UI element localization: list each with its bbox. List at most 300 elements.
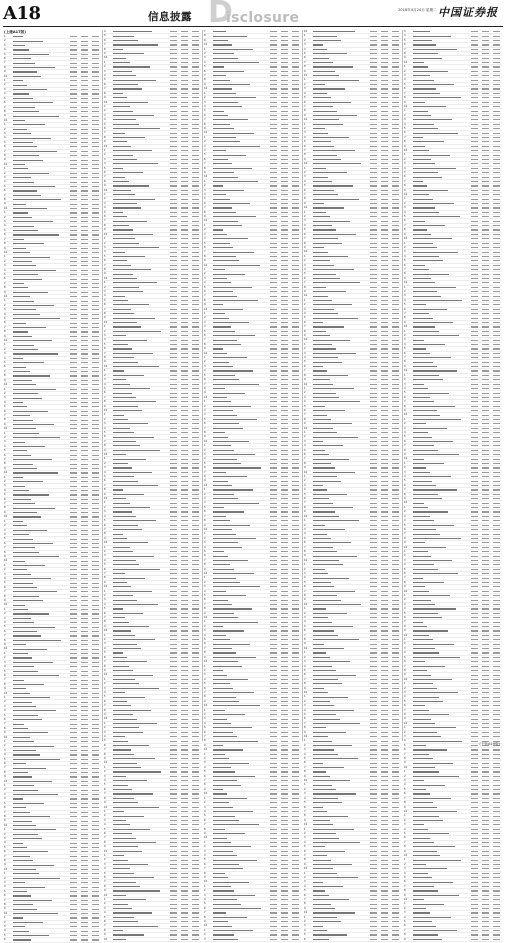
row-value-placeholder [390, 806, 401, 809]
row-value-placeholder [390, 682, 401, 685]
row-value-placeholder [268, 422, 279, 425]
row-code: 10 [304, 735, 308, 738]
row-code: 5 [4, 272, 6, 276]
row-value-placeholder [90, 476, 101, 479]
row-value-placeholder [279, 202, 290, 205]
row-code: 4 [4, 576, 6, 580]
row-value-placeholder [368, 374, 379, 377]
row-value-placeholder [90, 824, 101, 827]
row-value-placeholder [179, 224, 190, 227]
row-name-placeholder [113, 123, 168, 126]
row-value-placeholder [190, 475, 201, 478]
row-value-placeholder [379, 431, 390, 434]
row-name-placeholder [113, 219, 168, 222]
row-name-placeholder [213, 669, 268, 672]
row-value-placeholder [290, 43, 301, 46]
row-value-placeholder [368, 739, 379, 742]
row-name-placeholder [13, 277, 68, 280]
row-code: 7 [204, 470, 206, 474]
row-code: 6 [104, 611, 106, 615]
row-name-placeholder [13, 912, 68, 915]
row-code: 2 [4, 435, 6, 439]
row-value-placeholder [268, 453, 279, 456]
row-value-placeholder [290, 30, 301, 33]
row-name-placeholder [313, 343, 368, 346]
row-value-placeholder [379, 259, 390, 262]
row-code: 4 [204, 193, 206, 197]
row-code: 2 [204, 448, 206, 452]
row-value-placeholder [190, 303, 201, 306]
row-name-placeholder [313, 801, 368, 804]
row-value-placeholder [79, 766, 90, 769]
row-name-placeholder [113, 74, 168, 77]
row-value-placeholder [168, 365, 179, 368]
row-code: 2 [4, 700, 6, 704]
row-code: 8 [204, 563, 206, 567]
row-name-placeholder [413, 34, 469, 37]
row-value-placeholder [290, 184, 301, 187]
row-name-placeholder [313, 907, 368, 910]
row-value-placeholder [390, 43, 401, 46]
row-value-placeholder [390, 105, 401, 108]
row-value-placeholder [79, 586, 90, 589]
row-value-placeholder [79, 145, 90, 148]
row-value-placeholder [290, 312, 301, 315]
row-name-placeholder [313, 783, 368, 786]
row-code: 10 [104, 320, 108, 324]
row-code: 6 [204, 378, 206, 382]
row-value-placeholder [290, 471, 301, 474]
row-value-placeholder [68, 277, 79, 280]
row-value-placeholder [68, 612, 79, 615]
row-name-placeholder [113, 603, 168, 606]
row-name-placeholder [213, 700, 268, 703]
row-value-placeholder [379, 466, 390, 469]
row-name-placeholder [113, 242, 168, 245]
row-value-placeholder [168, 594, 179, 597]
row-value-placeholder [68, 423, 79, 426]
row-value-placeholder [390, 396, 401, 399]
row-value-placeholder [79, 506, 90, 509]
row-value-placeholder [268, 823, 279, 826]
row-name-placeholder [113, 929, 168, 932]
row-code: 5 [204, 329, 206, 333]
row-value-placeholder [190, 506, 201, 509]
row-value-placeholder [179, 735, 190, 738]
row-value-placeholder [190, 642, 201, 645]
row-code: 9 [304, 554, 306, 558]
row-value-placeholder [368, 308, 379, 311]
row-value-placeholder [368, 625, 379, 628]
row-name-placeholder [113, 744, 168, 747]
row-name-placeholder [13, 740, 68, 743]
row-value-placeholder [190, 616, 201, 619]
row-code: 10 [4, 339, 8, 343]
row-code: 6 [104, 920, 106, 924]
row-code: 9 [4, 158, 6, 162]
row-name-placeholder [213, 299, 268, 302]
row-value-placeholder [68, 824, 79, 827]
row-value-placeholder [90, 445, 101, 448]
row-name-placeholder [313, 695, 368, 698]
row-value-placeholder [79, 304, 90, 307]
row-value-placeholder [79, 348, 90, 351]
row-value-placeholder [79, 401, 90, 404]
row-value-placeholder [168, 938, 179, 941]
row-value-placeholder [90, 83, 101, 86]
row-value-placeholder [290, 34, 301, 37]
row-value-placeholder [379, 149, 390, 152]
row-code: 6 [4, 585, 6, 589]
row-value-placeholder [491, 34, 502, 37]
row-value-placeholder [90, 216, 101, 219]
row-value-placeholder [379, 92, 390, 95]
row-name-placeholder [13, 436, 68, 439]
row-value-placeholder [179, 418, 190, 421]
row-value-placeholder [290, 634, 301, 637]
row-value-placeholder [268, 682, 279, 685]
row-value-placeholder [268, 797, 279, 800]
row-value-placeholder [168, 228, 179, 231]
row-code: 1 [204, 752, 206, 756]
row-value-placeholder [290, 898, 301, 901]
row-code: 5 [304, 96, 306, 100]
row-value-placeholder [90, 48, 101, 51]
row-code: 7 [4, 105, 6, 109]
row-value-placeholder [179, 911, 190, 914]
row-value-placeholder [379, 669, 390, 672]
row-value-placeholder [368, 479, 379, 482]
row-value-placeholder [190, 479, 201, 482]
row-code: 5 [304, 580, 306, 584]
row-value-placeholder [179, 524, 190, 527]
row-value-placeholder [290, 872, 301, 875]
row-value-placeholder [79, 868, 90, 871]
row-code: 8 [104, 400, 106, 404]
row-value-placeholder [290, 554, 301, 557]
row-name-placeholder [13, 480, 68, 483]
row-name-placeholder [213, 202, 268, 205]
row-value-placeholder [268, 634, 279, 637]
row-value-placeholder [379, 479, 390, 482]
row-code: 9 [304, 818, 306, 822]
row-code: 9 [204, 743, 206, 747]
row-code: 9 [4, 554, 6, 558]
row-value-placeholder [79, 70, 90, 73]
row-value-placeholder [379, 308, 390, 311]
row-code: 8 [4, 418, 6, 422]
row-name-placeholder [113, 189, 168, 192]
row-name-placeholder [13, 498, 68, 501]
row-code: 5 [204, 858, 206, 862]
row-value-placeholder [190, 167, 201, 170]
row-name-placeholder [13, 136, 68, 139]
row-value-placeholder [379, 316, 390, 319]
row-value-placeholder [190, 360, 201, 363]
row-value-placeholder [368, 330, 379, 333]
row-name-placeholder [313, 92, 368, 95]
row-value-placeholder [268, 378, 279, 381]
row-value-placeholder [390, 858, 401, 861]
row-value-placeholder [79, 705, 90, 708]
row-value-placeholder [79, 890, 90, 893]
row-value-placeholder [279, 303, 290, 306]
row-code: 10 [204, 616, 208, 620]
row-name-placeholder [213, 268, 268, 271]
row-value-placeholder [179, 801, 190, 804]
row-name-placeholder [213, 863, 268, 866]
row-code: 7 [4, 369, 6, 373]
row-code: 5 [304, 140, 306, 144]
row-name-placeholder [113, 863, 168, 866]
row-value-placeholder [368, 590, 379, 593]
row-code: 8 [104, 312, 106, 315]
row-value-placeholder [190, 272, 201, 275]
row-value-placeholder [390, 409, 401, 412]
row-value-placeholder [90, 467, 101, 470]
row-value-placeholder [179, 374, 190, 377]
row-name-placeholder [113, 56, 168, 59]
row-code: 10 [204, 307, 208, 311]
row-value-placeholder [168, 823, 179, 826]
row-name-placeholder [313, 713, 368, 716]
row-value-placeholder [179, 409, 190, 412]
row-name-placeholder [213, 528, 268, 531]
row-value-placeholder [290, 761, 301, 764]
row-value-placeholder [379, 418, 390, 421]
row-name-placeholder [313, 233, 368, 236]
row-value-placeholder [190, 629, 201, 632]
row-code: 2 [304, 347, 306, 351]
row-value-placeholder [379, 378, 390, 381]
row-name-placeholder [113, 554, 168, 557]
row-name-placeholder [13, 180, 68, 183]
row-value-placeholder [168, 387, 179, 390]
row-value-placeholder [390, 880, 401, 883]
row-name-placeholder [313, 299, 368, 302]
row-value-placeholder [90, 656, 101, 659]
row-value-placeholder [379, 691, 390, 694]
row-value-placeholder [179, 920, 190, 923]
row-code: 2 [4, 259, 6, 263]
row-name-placeholder [13, 846, 68, 849]
row-value-placeholder [290, 83, 301, 86]
row-value-placeholder [290, 766, 301, 769]
row-value-placeholder [390, 629, 401, 632]
row-name-placeholder [113, 814, 168, 817]
row-name-placeholder [113, 687, 168, 690]
row-code: 10 [204, 43, 208, 47]
row-code: 10 [4, 515, 8, 519]
row-value-placeholder [390, 383, 401, 386]
data-rows [204, 30, 301, 942]
row-value-placeholder [290, 717, 301, 720]
row-value-placeholder [368, 52, 379, 55]
row-code: 4 [104, 250, 106, 254]
row-value-placeholder [368, 867, 379, 870]
row-value-placeholder [168, 184, 179, 187]
row-name-placeholder [313, 87, 368, 90]
row-value-placeholder [79, 546, 90, 549]
row-value-placeholder [179, 105, 190, 108]
row-value-placeholder [368, 462, 379, 465]
row-value-placeholder [179, 704, 190, 707]
row-value-placeholder [390, 312, 401, 315]
row-value-placeholder [90, 277, 101, 280]
row-value-placeholder [79, 899, 90, 902]
row-code: 10 [104, 585, 108, 589]
row-value-placeholder [79, 440, 90, 443]
row-value-placeholder [190, 290, 201, 293]
row-value-placeholder [179, 898, 190, 901]
row-value-placeholder [368, 924, 379, 927]
row-value-placeholder [68, 885, 79, 888]
row-value-placeholder [379, 184, 390, 187]
row-value-placeholder [379, 598, 390, 601]
row-name-placeholder [313, 510, 368, 513]
row-name-placeholder [13, 414, 68, 417]
row-value-placeholder [179, 572, 190, 575]
row-value-placeholder [268, 444, 279, 447]
row-value-placeholder [68, 92, 79, 95]
row-value-placeholder [390, 788, 401, 791]
row-value-placeholder [368, 352, 379, 355]
row-code: 10 [304, 426, 308, 430]
row-value-placeholder [68, 502, 79, 505]
row-code: 9 [204, 391, 206, 395]
row-code: 4 [4, 48, 6, 52]
row-value-placeholder [268, 669, 279, 672]
row-value-placeholder [179, 660, 190, 663]
row-code: 6 [104, 655, 106, 659]
row-value-placeholder [190, 748, 201, 751]
row-value-placeholder [368, 559, 379, 562]
row-code: 3 [204, 761, 206, 765]
row-value-placeholder [290, 484, 301, 487]
row-name-placeholder [213, 854, 268, 857]
row-value-placeholder [379, 453, 390, 456]
row-name-placeholder [213, 493, 268, 496]
row-name-placeholder [313, 281, 368, 284]
row-value-placeholder [190, 321, 201, 324]
row-value-placeholder [368, 783, 379, 786]
row-value-placeholder [90, 361, 101, 364]
row-name-placeholder [313, 581, 368, 584]
row-value-placeholder [368, 167, 379, 170]
row-value-placeholder [168, 34, 179, 37]
row-value-placeholder [279, 537, 290, 540]
row-value-placeholder [168, 585, 179, 588]
row-value-placeholder [90, 868, 101, 871]
row-value-placeholder [368, 814, 379, 817]
row-name-placeholder [113, 277, 168, 280]
row-value-placeholder [168, 418, 179, 421]
row-value-placeholder [190, 876, 201, 879]
row-value-placeholder [268, 806, 279, 809]
row-value-placeholder [179, 929, 190, 932]
row-value-placeholder [368, 34, 379, 37]
row-name-placeholder [13, 559, 68, 562]
row-name-placeholder [313, 902, 368, 905]
row-value-placeholder [190, 832, 201, 835]
row-value-placeholder [379, 136, 390, 139]
row-name-placeholder [213, 171, 268, 174]
row-name-placeholder [13, 110, 68, 113]
row-code: 3 [204, 541, 206, 545]
row-value-placeholder [179, 916, 190, 919]
row-value-placeholder [290, 440, 301, 443]
row-name-placeholder [213, 590, 268, 593]
row-code: 4 [104, 911, 106, 915]
row-name-placeholder [113, 876, 168, 879]
row-name-placeholder [113, 709, 168, 712]
row-value-placeholder [190, 246, 201, 249]
row-code: 10 [204, 263, 208, 267]
row-code: 4 [304, 884, 306, 888]
row-name-placeholder [313, 885, 368, 888]
row-value-placeholder [90, 573, 101, 576]
row-value-placeholder [190, 726, 201, 729]
row-value-placeholder [68, 828, 79, 831]
row-code: 7 [304, 853, 306, 857]
row-name-placeholder [13, 194, 68, 197]
row-value-placeholder [368, 114, 379, 117]
row-name-placeholder [113, 524, 168, 527]
row-value-placeholder [79, 449, 90, 452]
row-value-placeholder [68, 788, 79, 791]
row-value-placeholder [179, 219, 190, 222]
row-value-placeholder [290, 916, 301, 919]
row-name-placeholder [113, 70, 168, 73]
row-value-placeholder [390, 109, 401, 112]
row-value-placeholder [190, 761, 201, 764]
row-value-placeholder [390, 748, 401, 751]
row-value-placeholder [379, 731, 390, 734]
row-value-placeholder [90, 674, 101, 677]
row-name-placeholder [213, 876, 268, 879]
row-name-placeholder [213, 651, 268, 654]
row-value-placeholder [379, 475, 390, 478]
row-code: 3 [304, 836, 306, 840]
row-value-placeholder [390, 510, 401, 513]
row-value-placeholder [90, 621, 101, 624]
row-value-placeholder [268, 109, 279, 112]
row-value-placeholder [79, 233, 90, 236]
row-value-placeholder [368, 638, 379, 641]
row-value-placeholder [268, 475, 279, 478]
row-value-placeholder [379, 739, 390, 742]
row-value-placeholder [90, 740, 101, 743]
row-name-placeholder [13, 533, 68, 536]
row-value-placeholder [168, 334, 179, 337]
row-value-placeholder [79, 57, 90, 60]
row-value-placeholder [190, 34, 201, 37]
row-value-placeholder [290, 836, 301, 839]
row-value-placeholder [268, 546, 279, 549]
row-value-placeholder [68, 797, 79, 800]
row-code: 3 [204, 320, 206, 324]
row-value-placeholder [168, 484, 179, 487]
row-code: 8 [304, 285, 306, 289]
row-value-placeholder [390, 334, 401, 337]
row-value-placeholder [268, 814, 279, 817]
row-value-placeholder [390, 369, 401, 372]
row-name-placeholder [113, 427, 168, 430]
row-code: 4 [304, 267, 306, 271]
row-name-placeholder [113, 568, 168, 571]
row-name-placeholder [113, 281, 168, 284]
row-value-placeholder [190, 515, 201, 518]
